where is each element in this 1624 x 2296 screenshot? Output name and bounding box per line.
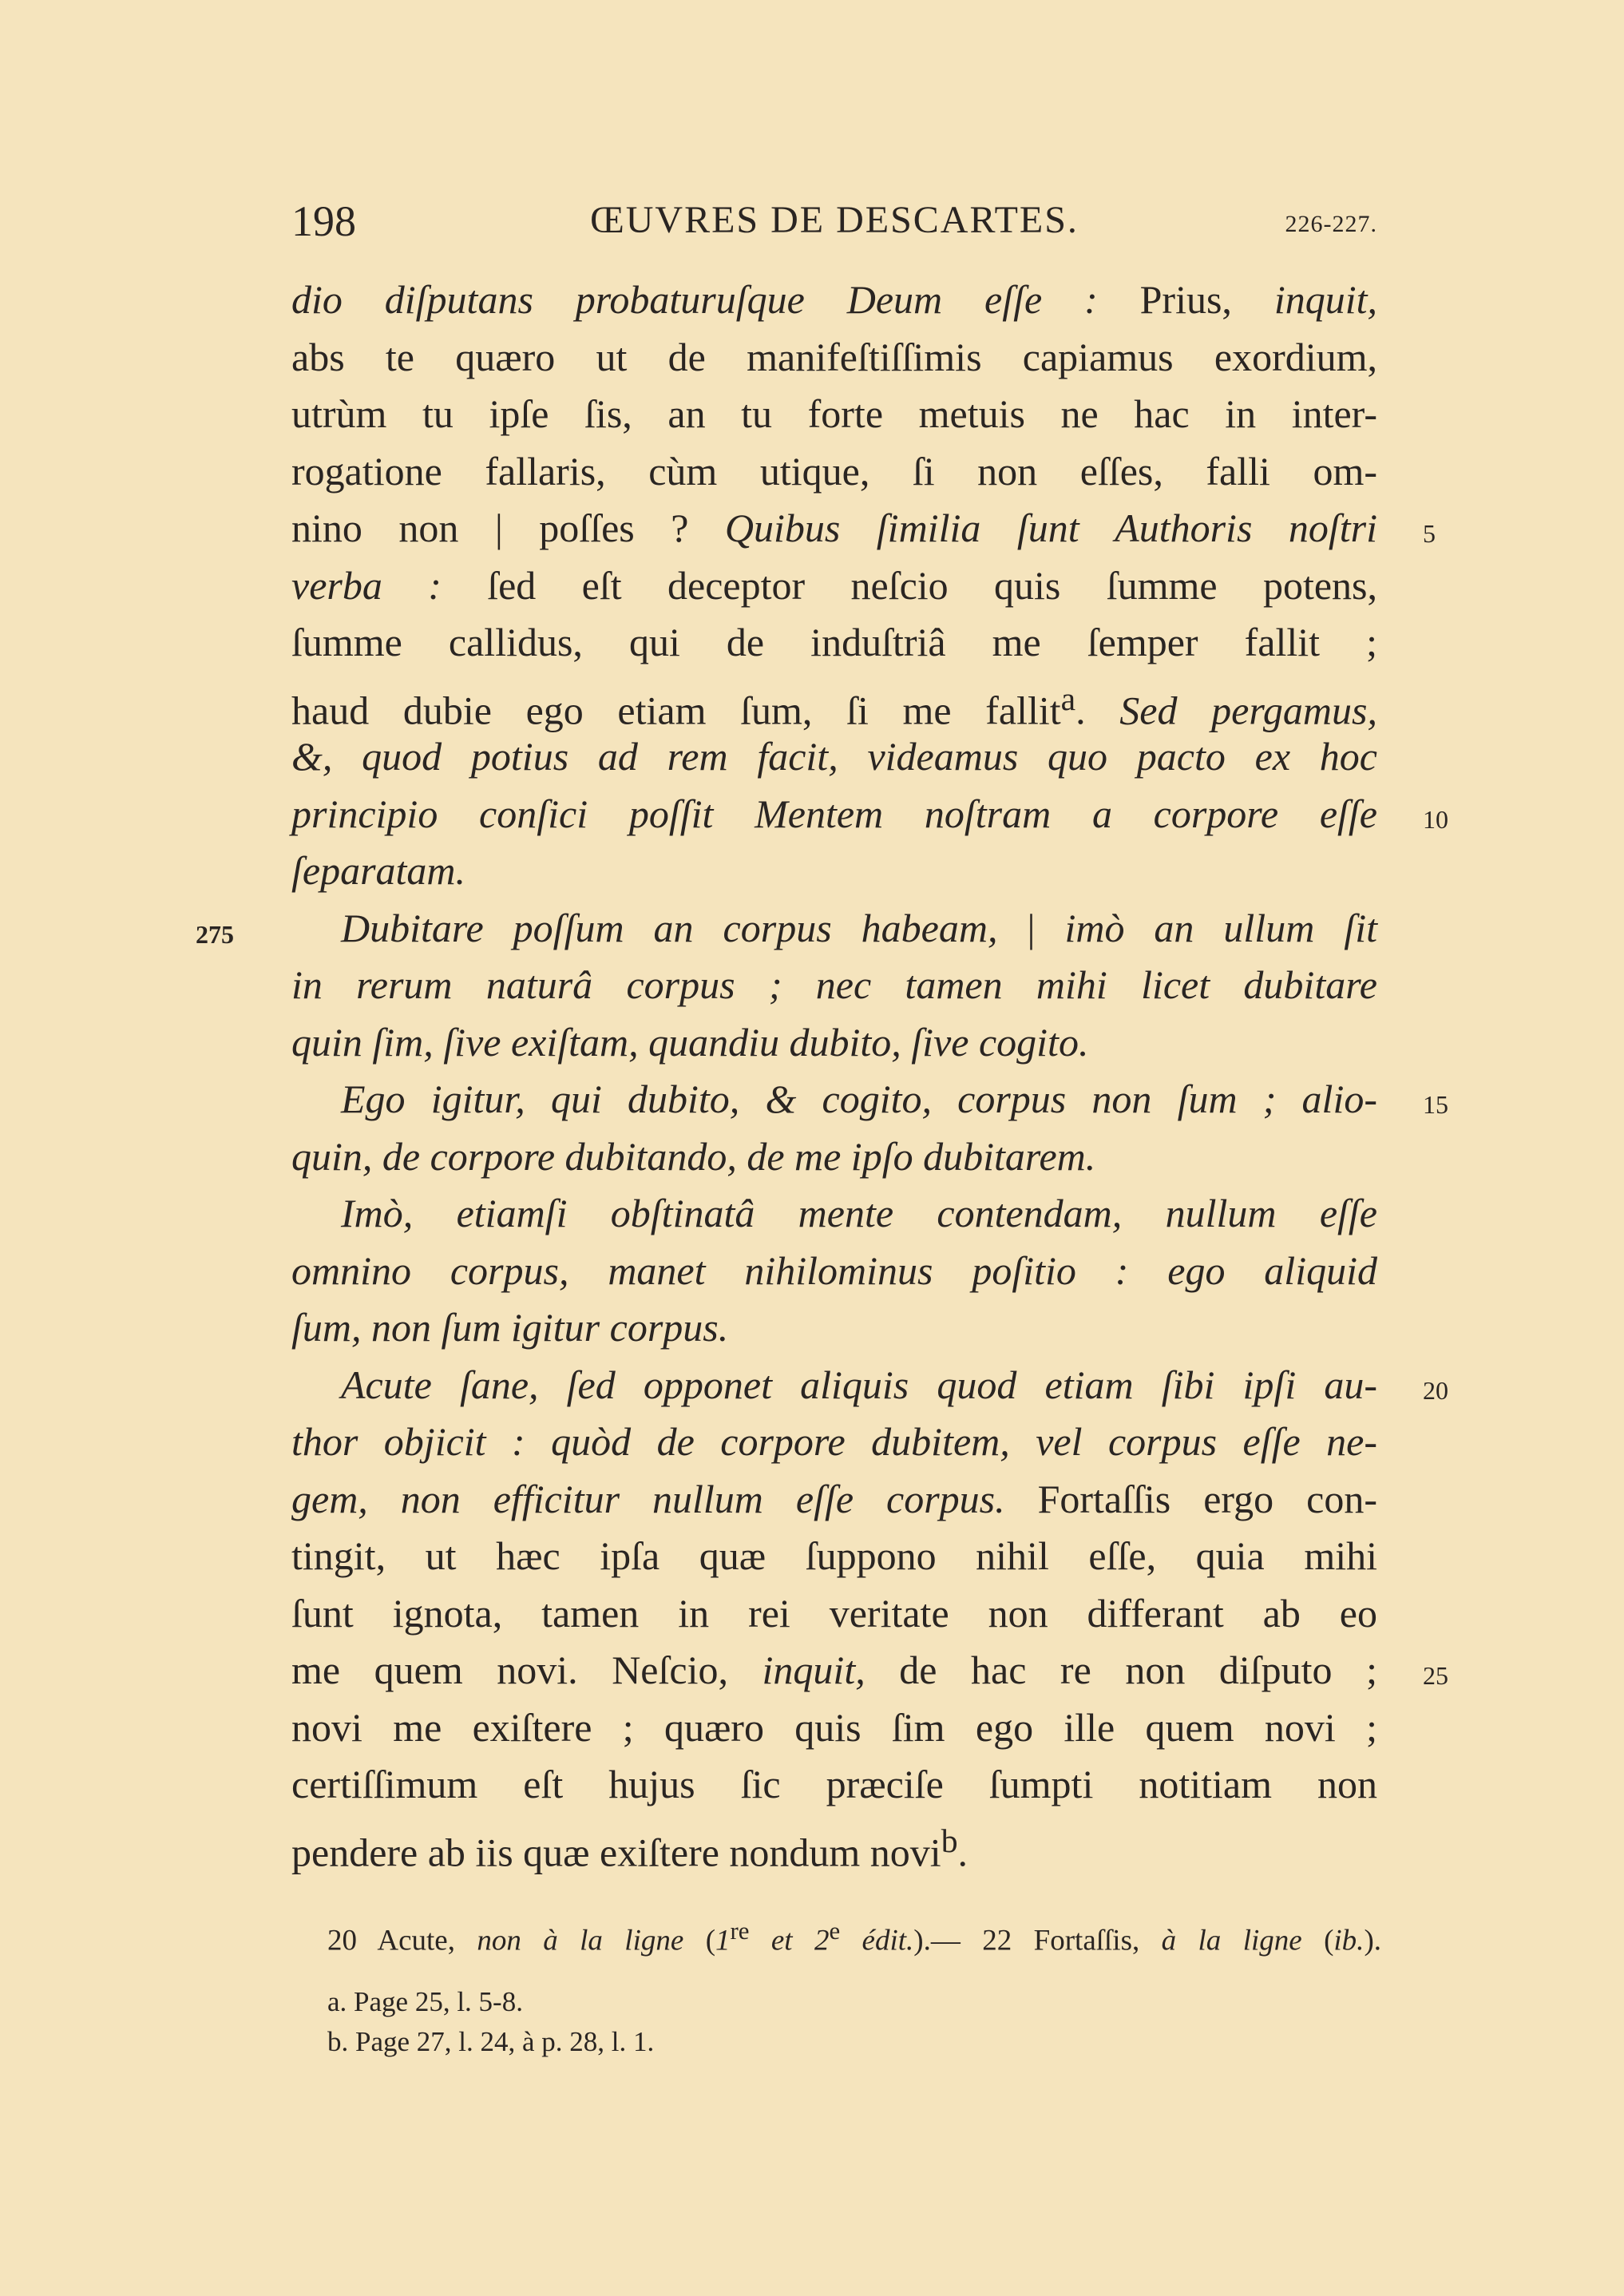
- roman-text: rogatione fallaris, cùm utique, ſi non eſſes, falli om-: [291, 448, 1377, 494]
- roman-text: (: [1301, 1924, 1334, 1957]
- line-number: 10: [1423, 805, 1448, 834]
- roman-text: |: [1027, 905, 1065, 950]
- roman-text: haud dubie ego etiam ſum, ſi me fallit: [291, 688, 1061, 733]
- roman-text: pendere ab iis quæ exiſtere nondum novi: [291, 1830, 941, 1875]
- roman-text: .: [1075, 688, 1120, 733]
- italic-text: 1: [715, 1924, 731, 1957]
- roman-text: tingit, ut hæc ipſa quæ ſuppono nihil eſſe, quia mihi: [291, 1533, 1377, 1578]
- italic-text: gem, non efficitur nullum eſſe corpus.: [291, 1476, 1038, 1521]
- italic-text: inquit,: [1273, 277, 1377, 322]
- italic-text: thor objicit : quòd de corpore dubitem, vel corpus eſſe ne-: [291, 1419, 1377, 1464]
- italic-text: et 2: [749, 1924, 830, 1957]
- text-line: [291, 672, 1377, 733]
- line-number: 20: [1423, 1376, 1448, 1405]
- roman-text: 20 Acute,: [327, 1924, 477, 1957]
- italic-text: Acute ſane, ſed opponet aliquis quod etiam ſibi ipſi au-: [341, 1362, 1377, 1407]
- footnotes: [327, 1907, 1381, 2062]
- running-header: [291, 196, 1377, 252]
- text-line: [291, 1128, 1377, 1186]
- roman-text: ſed eſt deceptor neſcio quis ſumme potens,: [487, 562, 1377, 608]
- text-line: [291, 557, 1377, 615]
- italic-text: principio conſici poſſit Mentem noſtram a corpore eſſe: [291, 791, 1377, 836]
- italic-text: Quibus ſimilia ſunt Authoris noſtri: [724, 506, 1377, 550]
- text-line: [291, 386, 1377, 443]
- italic-text: verba :: [291, 562, 488, 608]
- italic-text: Imò, etiamſi obſtinatâ mente contendam, nullum eſſe: [341, 1191, 1377, 1235]
- italic-text: &, quod potius ad rem facit, videamus quo pacto ex hoc: [291, 734, 1377, 779]
- italic-text: imò an ullum ſit: [1064, 905, 1377, 950]
- footnote-marker: b: [941, 1822, 958, 1860]
- text-line: [291, 1299, 1377, 1357]
- line-number: 5: [1423, 519, 1436, 548]
- italic-text: quin, de corpore dubitando, de me ipſo dubitarem.: [291, 1133, 1096, 1179]
- italic-text: dio diſputans probaturuſque Deum eſſe :: [291, 277, 1140, 322]
- footnote-marker: a: [1060, 680, 1076, 718]
- text-line: [291, 843, 1377, 900]
- roman-text: .: [957, 1830, 968, 1875]
- italic-text: quin ſim, ſive exiſtam, quandiu dubito, ſive cogito.: [291, 1019, 1089, 1065]
- roman-text: abs te quæro ut de manifeſtiſſimis capiamus exordium,: [291, 334, 1377, 379]
- roman-text: me quem novi. Neſcio,: [291, 1648, 762, 1692]
- roman-text: de hac re non diſputo ;: [899, 1648, 1377, 1692]
- text-line: [291, 1357, 1377, 1414]
- text-line: [291, 614, 1377, 672]
- text-line: [291, 900, 1377, 958]
- italic-text: ſum, non ſum igitur corpus.: [291, 1305, 729, 1350]
- roman-text: (: [683, 1924, 716, 1957]
- italic-text: ſeparatam.: [291, 848, 466, 893]
- roman-text: utrùm tu ipſe ſis, an tu forte metuis ne hac in inter-: [291, 391, 1377, 436]
- text-line: [291, 329, 1377, 387]
- text-line: [291, 1756, 1377, 1814]
- footnote-marker: e: [829, 1917, 841, 1945]
- text-line: [291, 1699, 1377, 1757]
- italic-text: Dubitare poſſum an corpus habeam,: [341, 905, 1028, 950]
- text-line: [291, 957, 1377, 1014]
- page-range: 226-227.: [1285, 211, 1377, 237]
- footnote-marker: re: [730, 1917, 750, 1945]
- roman-text: Fortaſſis ergo con-: [1037, 1476, 1377, 1521]
- text-line: [291, 1528, 1377, 1585]
- text-line: [291, 1185, 1377, 1243]
- running-title: ŒUVRES DE DESCARTES.: [590, 199, 1079, 241]
- roman-text: certiſſimum eſt hujus ſic præciſe ſumpti notitiam non: [291, 1762, 1377, 1806]
- roman-text: novi me exiſtere ; quæro quis ſim ego ille quem novi ;: [291, 1704, 1377, 1750]
- footnote-b: b. Page 27, l. 24, à p. 28, l. 1.: [327, 2026, 655, 2058]
- edition-page-reference: 275: [196, 920, 234, 949]
- italic-text: édit.: [840, 1924, 914, 1957]
- italic-text: ib.: [1333, 1924, 1365, 1957]
- footnote-a: a. Page 25, l. 5-8.: [327, 1986, 523, 2018]
- text-line: [291, 1071, 1377, 1128]
- page-number: 198: [291, 197, 356, 245]
- variant-note: [327, 1907, 1381, 1965]
- italic-text: non à la ligne: [477, 1924, 684, 1957]
- text-line: [291, 1642, 1377, 1699]
- italic-text: in rerum naturâ corpus ; nec tamen mihi licet dubitare: [291, 962, 1377, 1007]
- text-line: [291, 1243, 1377, 1300]
- roman-text: Prius,: [1139, 277, 1274, 322]
- roman-text: ).: [1364, 1924, 1382, 1957]
- text-line: [291, 786, 1377, 843]
- italic-text: à la ligne: [1161, 1924, 1302, 1957]
- text-line: [291, 1585, 1377, 1643]
- roman-text: nino non | poſſes ?: [291, 506, 725, 550]
- italic-text: Ego igitur, qui dubito, & cogito, corpus non ſum ; alio-: [341, 1077, 1377, 1121]
- italic-text: inquit,: [762, 1648, 900, 1692]
- roman-text: ).— 22 Fortaſſis,: [913, 1924, 1162, 1957]
- text-line: [291, 443, 1377, 501]
- line-number: 15: [1423, 1090, 1448, 1119]
- italic-text: omnino corpus, manet nihilominus poſitio : ego aliquid: [291, 1247, 1377, 1293]
- roman-text: ſunt ignota, tamen in rei veritate non differant ab eo: [291, 1590, 1377, 1636]
- text-line: [291, 272, 1377, 329]
- text-line: [291, 1814, 1377, 1875]
- italic-text: Sed pergamus,: [1119, 688, 1377, 733]
- text-line: [291, 1471, 1377, 1529]
- text-line: [291, 500, 1377, 557]
- text-line: [291, 1014, 1377, 1072]
- roman-text: ſumme callidus, qui de induſtriâ me ſemper fallit ;: [291, 620, 1377, 664]
- line-number: 25: [1423, 1661, 1448, 1690]
- text-line: [291, 1414, 1377, 1471]
- text-line: [291, 728, 1377, 786]
- main-text: [291, 272, 1377, 1875]
